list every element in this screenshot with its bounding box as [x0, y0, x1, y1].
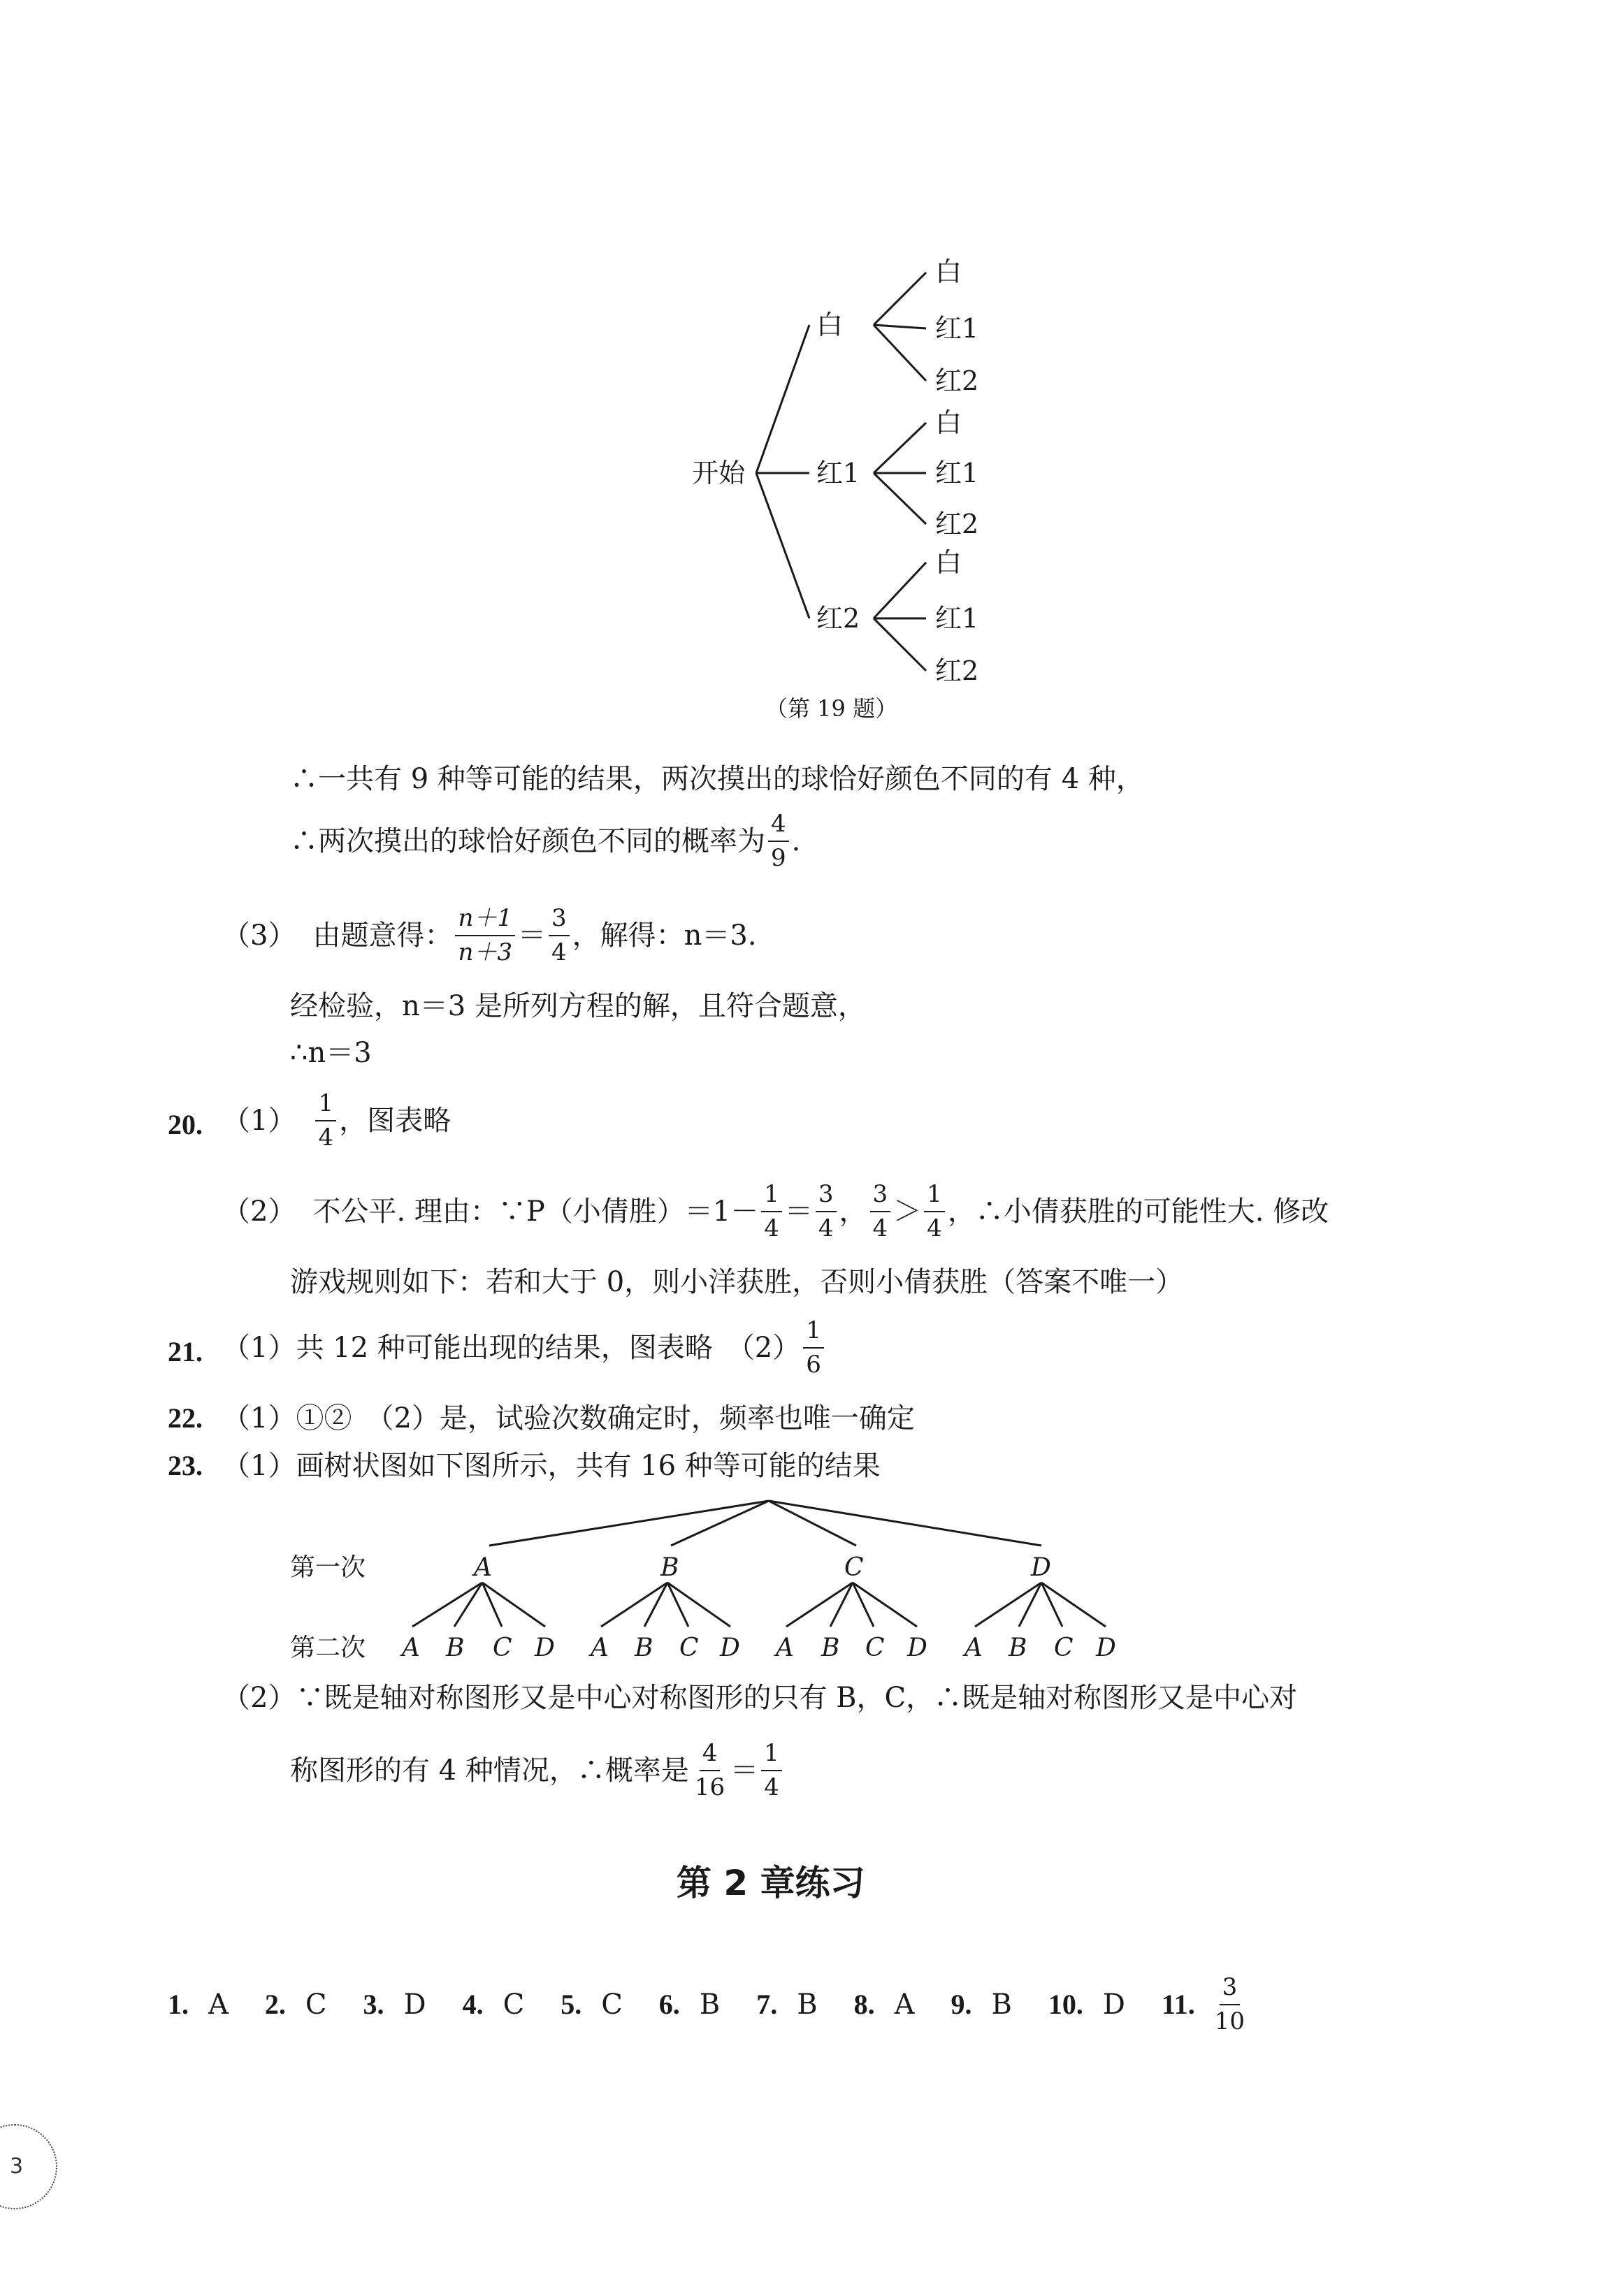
tree-caption: （第 19 题） — [765, 695, 898, 722]
tree-l2-1-3: 红2 — [935, 365, 979, 396]
q23-number: 23. — [168, 1450, 203, 1481]
tree23-second: B — [446, 1634, 465, 1662]
tree-l1-red1: 红1 — [816, 458, 860, 488]
tree23-first-D: D — [1031, 1553, 1051, 1582]
tree23-second: C — [679, 1634, 699, 1662]
tree-l2-1-1: 白 — [935, 256, 962, 287]
tree23-label-second: 第二次 — [290, 1634, 366, 1662]
q19-check: 经检验，n＝3 是所列方程的解，且符合题意， — [290, 990, 866, 1022]
tree23-first-C: C — [844, 1553, 864, 1582]
tree23-first-A: A — [474, 1553, 492, 1582]
q19-fraction: $\frac{4}{9}$ — [768, 811, 789, 872]
tree23-first-B: B — [660, 1553, 679, 1582]
q19-part3-label: （3） — [222, 920, 296, 952]
tree-diagram-19 — [0, 0, 1597, 769]
tree23-second: C — [493, 1634, 512, 1662]
q19-part3-frac1: $\frac{n+1}{n+3}$ — [455, 905, 515, 966]
tree23-second: B — [1009, 1634, 1027, 1662]
q19-part3: （3） 由题意得： $\frac{n+1}{n+3}$ ＝ $\frac{3}{4}$ ，解得：n＝3. — [222, 904, 757, 967]
tree23-label-first: 第一次 — [290, 1553, 366, 1582]
q19-part3-frac2: $\frac{3}{4}$ — [549, 905, 570, 966]
tree23-second: A — [964, 1634, 983, 1662]
q21-number: 21. — [168, 1336, 203, 1367]
tree-l2-2-1: 白 — [935, 407, 962, 438]
q21-text: （1）共 12 种可能出现的结果，图表略 （2） $\frac{1}{6}$ — [222, 1317, 827, 1379]
tree23-second: B — [635, 1634, 653, 1662]
q19-line1: ∴一共有 9 种等可能的结果，两次摸出的球恰好颜色不同的有 4 种， — [290, 763, 1144, 795]
tree23-second: D — [1096, 1634, 1116, 1662]
q20-part2: （2） 不公平. 理由：∵P（小倩胜）＝1－ $\frac{1}{4}$ ＝ $\frac{3}{4}$ ， $\frac{3}{4}$ ＞ $\frac{1}{4}$ ，∴小倩获胜的可能性大. 修改 — [222, 1180, 1329, 1243]
page-number: 3 — [10, 2154, 24, 2179]
tree23-second: D — [535, 1634, 555, 1662]
q20-number: 20. — [168, 1109, 203, 1140]
tree-root: 开始 — [692, 458, 746, 488]
tree23-second: B — [821, 1634, 840, 1662]
tree-l2-3-3: 红2 — [935, 655, 979, 686]
tree23-second: C — [1054, 1634, 1074, 1662]
tree23-second: D — [720, 1634, 740, 1662]
tree23-second: D — [907, 1634, 927, 1662]
tree-l2-3-1: 白 — [935, 547, 962, 578]
tree-l1-red2: 红2 — [816, 603, 860, 634]
q23-part2-line2: 称图形的有 4 种情况，∴概率是 $\frac{4}{16}$ ＝ $\frac{1}{4}$ — [290, 1740, 785, 1801]
chapter-title: 第 2 章练习 — [677, 1863, 865, 1903]
q22-number: 22. — [168, 1402, 203, 1434]
tree-l2-1-2: 红1 — [935, 313, 979, 344]
tree23-second: A — [402, 1634, 420, 1662]
q23-part1: （1）画树状图如下图所示，共有 16 种等可能的结果 — [222, 1450, 881, 1482]
tree-l1-white: 白 — [816, 310, 844, 340]
q22-text: （1）①② （2）是，试验次数确定时，频率也唯一确定 — [222, 1402, 915, 1434]
tree-diagram-23 — [0, 1495, 1597, 1677]
tree23-second: A — [591, 1634, 609, 1662]
q19-conclusion: ∴n＝3 — [290, 1037, 372, 1069]
q20-part1: （1） $\frac{1}{4}$ ，图表略 — [222, 1089, 451, 1152]
tree23-second: C — [865, 1634, 885, 1662]
q19-line2: ∴两次摸出的球恰好颜色不同的概率为 $\frac{4}{9}$ . — [290, 810, 801, 873]
page-number-badge — [0, 2124, 57, 2209]
tree-l2-3-2: 红1 — [935, 603, 979, 634]
q23-part2-line1: （2）∵既是轴对称图形又是中心对称图形的只有 B，C，∴既是轴对称图形又是中心对 — [222, 1682, 1298, 1714]
q20-part2-line2: 游戏规则如下：若和大于 0，则小洋获胜，否则小倩获胜（答案不唯一） — [290, 1266, 1184, 1298]
q11-fraction: $\frac{3}{10}$ — [1214, 1973, 1245, 2036]
tree-l2-2-3: 红2 — [935, 509, 979, 539]
tree-l2-2-2: 红1 — [935, 458, 979, 488]
tree23-second: A — [776, 1634, 794, 1662]
q19-line2-text: ∴两次摸出的球恰好颜色不同的概率为 — [290, 825, 765, 858]
chapter-answers: 1. A 2. C 3. D 4. C 5. C 6. B 7. B 8. A 9. B 10. D 11. $\frac{3}{10}$ — [168, 1974, 1250, 2035]
